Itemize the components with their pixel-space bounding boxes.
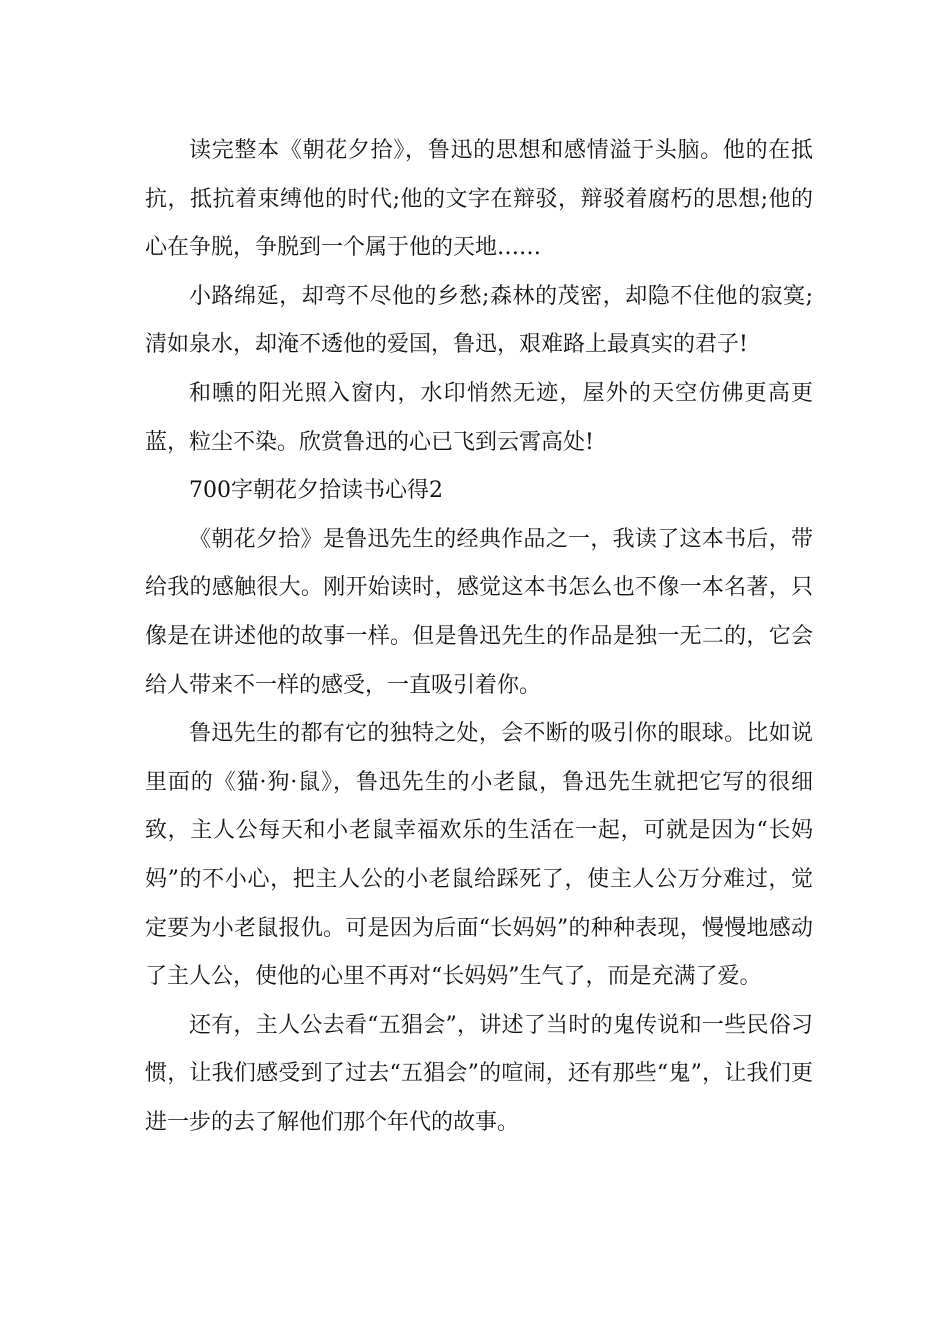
- paragraph-6: 还有，主人公去看“五猖会”，讲述了当时的鬼传说和一些民俗习惯，让我们感受到了过去“五猖会”的喧闹，还有那些“鬼”，让我们更进一步的去了解他们那个年代的故事。: [145, 1012, 813, 1135]
- paragraph-5: 鲁迅先生的都有它的独特之处，会不断的吸引你的眼球。比如说里面的《猫·狗·鼠》，鲁迅先生的小老鼠，鲁迅先生就把它写的很细致，主人公每天和小老鼠幸福欢乐的生活在一起，可就是因为“长妈妈”的不小心，把主人公的小老鼠给踩死了，使主人公万分难过，觉定要为小老鼠报仇。可是因为后面“长妈妈”的种种表现，慢慢地感动了主人公，使他的心里不再对“长妈妈”生气了，而是充满了爱。: [145, 721, 813, 990]
- section-heading: 700字朝花夕拾读书心得2: [189, 478, 443, 504]
- document-body: [145, 127, 813, 1147]
- paragraph-1: 读完整本《朝花夕拾》，鲁迅的思想和感情溢于头脑。他的在抵抗，抵抗着束缚他的时代;他的文字在辩驳，辩驳着腐朽的思想;他的心在争脱，争脱到一个属于他的天地……: [145, 138, 813, 261]
- paragraph-3: 和曛的阳光照入窗内，水印悄然无迹，屋外的天空仿佛更高更蓝，粒尘不染。欣赏鲁迅的心已飞到云霄高处!: [145, 380, 813, 455]
- paragraph-4: 《朝花夕拾》是鲁迅先生的经典作品之一，我读了这本书后，带给我的感触很大。刚开始读时，感觉这本书怎么也不像一本名著，只像是在讲述他的故事一样。但是鲁迅先生的作品是独一无二的，它会给人带来不一样的感受，一直吸引着你。: [145, 526, 813, 698]
- paragraph-2: 小路绵延，却弯不尽他的乡愁;森林的茂密，却隐不住他的寂寞;清如泉水，却淹不透他的爱国，鲁迅，艰难路上最真实的君子!: [145, 283, 813, 358]
